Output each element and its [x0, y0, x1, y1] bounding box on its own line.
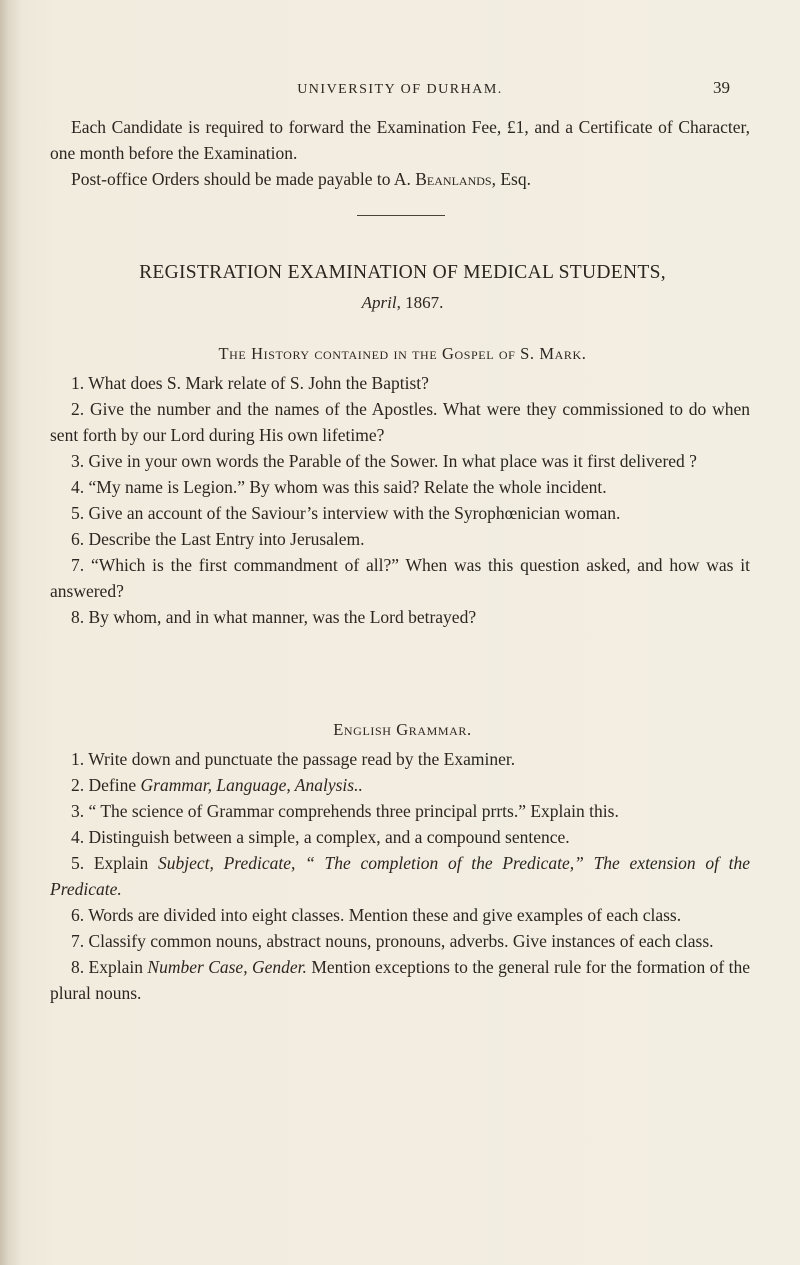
list-item	[50, 850, 750, 902]
exam-year: , 1867.	[396, 293, 444, 312]
question-number: 3.	[71, 801, 85, 821]
question-number: 4.	[71, 477, 85, 497]
question-term: The extension of the Predicate.	[50, 853, 751, 899]
question-number: 5.	[71, 853, 85, 873]
payee-name: Beanlands	[415, 169, 492, 189]
question-terms: Grammar, Language, Analysis..	[140, 775, 363, 795]
grammar-question-list	[50, 746, 750, 1006]
question-text: Give in your own words the Parable of the Sower. In what place was it first delivered ?	[88, 451, 697, 471]
post-office-suffix: , Esq.	[491, 169, 531, 189]
question-number: 2.	[71, 775, 85, 795]
question-text: Mention exceptions to the general rule for the formation of the plural nouns.	[50, 957, 751, 1003]
question-number: 6.	[71, 905, 85, 925]
exam-date	[50, 293, 755, 313]
question-text: Give an account of the Saviour’s interview with the Syrophœnician woman.	[88, 503, 621, 523]
page-number: 39	[713, 78, 730, 97]
question-text: By whom, and in what manner, was the Lord betrayed?	[88, 607, 477, 627]
question-prefix: Explain	[93, 853, 149, 873]
list-item	[50, 500, 750, 526]
list-item	[50, 746, 750, 772]
question-text: Describe the Last Entry into Jerusalem.	[88, 529, 365, 549]
question-number: 3.	[71, 451, 85, 471]
exam-title: REGISTRATION EXAMINATION OF MEDICAL STUDENTS,	[139, 262, 666, 283]
question-text: “ The science of Grammar comprehends three principal prrts.” Explain this.	[88, 801, 619, 821]
exam-month: April	[361, 293, 397, 312]
question-number: 6.	[71, 529, 85, 549]
list-item	[50, 604, 750, 630]
post-office-prefix: Post-office Orders should be made payable to A.	[71, 169, 411, 189]
running-title: UNIVERSITY OF DURHAM.	[297, 82, 503, 97]
question-number: 2.	[71, 399, 85, 419]
question-number: 8.	[71, 957, 85, 977]
list-item	[50, 954, 750, 1006]
list-item	[50, 772, 750, 798]
question-terms: Number Case, Gender.	[147, 957, 307, 977]
list-item	[50, 526, 750, 552]
question-term: Subject, Predicate,	[158, 853, 296, 873]
question-number: 7.	[71, 555, 85, 575]
post-office-notice	[50, 166, 750, 192]
fee-notice: Each Candidate is required to forward the Examination Fee, £1, and a Certificate of Character, one month before the Examination.	[50, 117, 750, 163]
list-item	[50, 396, 750, 448]
question-text: Distinguish between a simple, a complex, and a compound sentence.	[88, 827, 570, 847]
question-number: 1.	[71, 749, 85, 769]
section-heading-gospel: The History contained in the Gospel of S. Mark.	[218, 344, 587, 363]
list-item	[50, 448, 750, 474]
list-item	[50, 824, 750, 850]
question-text: Give the number and the names of the Apostles. What were they commissioned to do when sent forth by our Lord during His own lifetime?	[50, 399, 751, 445]
question-prefix: Explain	[88, 957, 143, 977]
question-prefix: Define	[88, 775, 137, 795]
list-item	[50, 902, 750, 928]
question-number: 1.	[71, 373, 85, 393]
list-item	[50, 370, 750, 396]
gospel-question-list	[50, 370, 750, 630]
question-number: 4.	[71, 827, 85, 847]
list-item	[50, 798, 750, 824]
question-number: 5.	[71, 503, 85, 523]
list-item	[50, 928, 750, 954]
question-number: 8.	[71, 607, 85, 627]
question-text: Classify common nouns, abstract nouns, pronouns, adverbs. Give instances of each class.	[88, 931, 714, 951]
list-item	[50, 552, 750, 604]
question-text: “Which is the first commandment of all?” When was this question asked, and how was it answered?	[50, 555, 750, 601]
question-text: What does S. Mark relate of S. John the Baptist?	[88, 373, 429, 393]
section-divider	[357, 215, 445, 216]
question-term: “ The completion of the Predicate,”	[305, 853, 584, 873]
question-text: Write down and punctuate the passage read by the Examiner.	[88, 749, 516, 769]
question-text: “My name is Legion.” By whom was this said? Relate the whole incident.	[88, 477, 607, 497]
question-text: Words are divided into eight classes. Mention these and give examples of each class.	[88, 905, 682, 925]
list-item	[50, 474, 750, 500]
question-number: 7.	[71, 931, 85, 951]
section-heading-grammar: English Grammar.	[333, 720, 472, 739]
